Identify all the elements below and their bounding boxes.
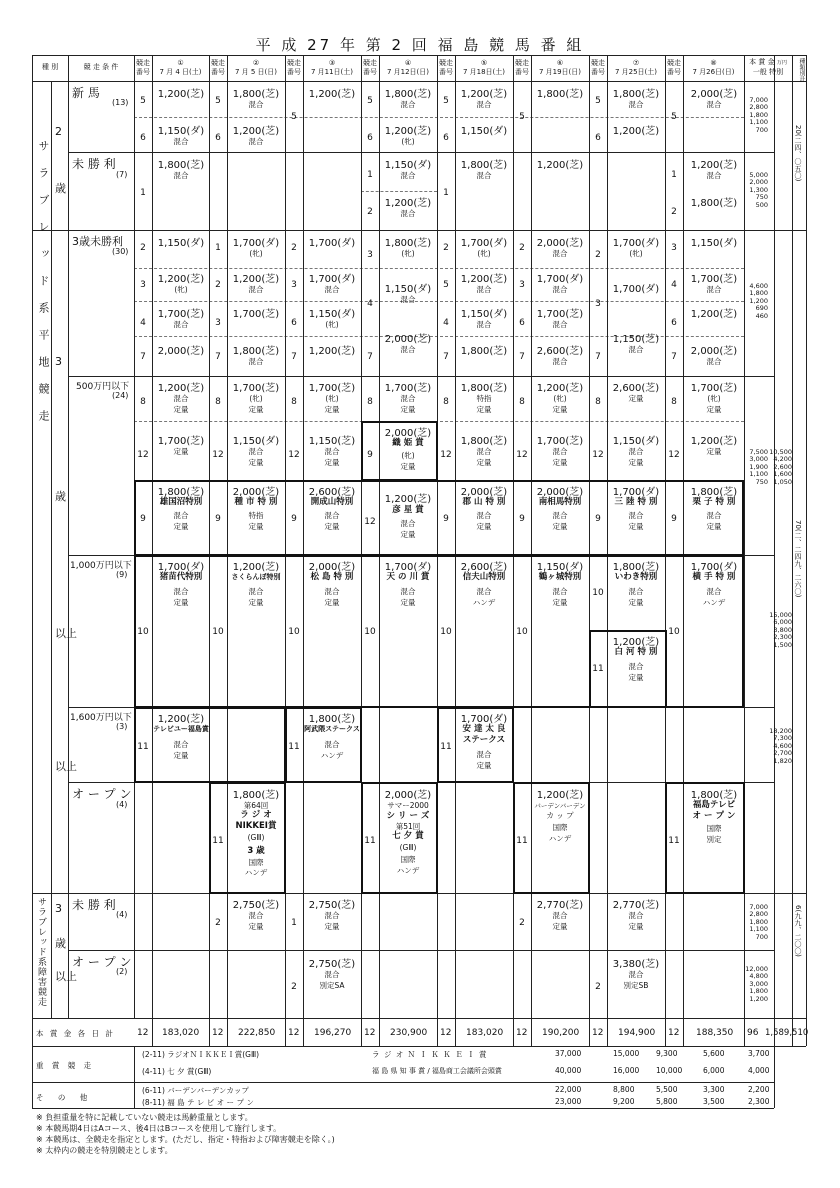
class-misho-3: 3歳未勝利 bbox=[72, 235, 123, 248]
header-day-1: ① 7 月 4 日(土) bbox=[159, 59, 202, 76]
header-day-4: ④ 7 月12日(日) bbox=[386, 59, 430, 76]
header-day-8: ⑧ 7 月26日(日) bbox=[692, 59, 735, 76]
class-1600: 1,600万円以下 bbox=[70, 713, 132, 723]
class-jump-open: オ ー プ ン bbox=[72, 955, 132, 969]
class-misho-2: 未 勝 利 bbox=[72, 157, 116, 171]
class-1000: 1,000万円以下 bbox=[70, 561, 132, 571]
header-day-3: ③ 7 月11日(土) bbox=[310, 59, 354, 76]
class-jump-misho: 未 勝 利 bbox=[72, 898, 116, 912]
class-open: オ ー プ ン bbox=[72, 787, 132, 801]
header-day-7: ⑦ 7 月25日(土) bbox=[614, 59, 658, 76]
side-jump: サラブレッド系障害競走 bbox=[36, 897, 46, 1007]
header-num: 競走番号 bbox=[136, 59, 150, 76]
header-prize: 本 賞 金 万円 一般 特別 bbox=[749, 58, 787, 76]
header-joken: 競 走 条 件 bbox=[83, 63, 119, 71]
side-main: サラブレッド系平地競走 bbox=[37, 140, 50, 437]
header-totals: 種類別計 bbox=[798, 58, 805, 82]
class-shinba: 新 馬 bbox=[72, 86, 100, 100]
header-day-6: ⑥ 7 月19日(日) bbox=[538, 59, 582, 76]
header-shubetsu: 種 別 bbox=[41, 63, 59, 71]
class-500: 500万円以下 bbox=[76, 382, 130, 392]
header-day-5: ⑤ 7 月18日(土) bbox=[462, 59, 506, 76]
header-day-2: ② 7 月 5 日(日) bbox=[234, 59, 278, 76]
page-title: 平 成 27 年 第 2 回 福 島 競 馬 番 組 bbox=[255, 36, 585, 54]
